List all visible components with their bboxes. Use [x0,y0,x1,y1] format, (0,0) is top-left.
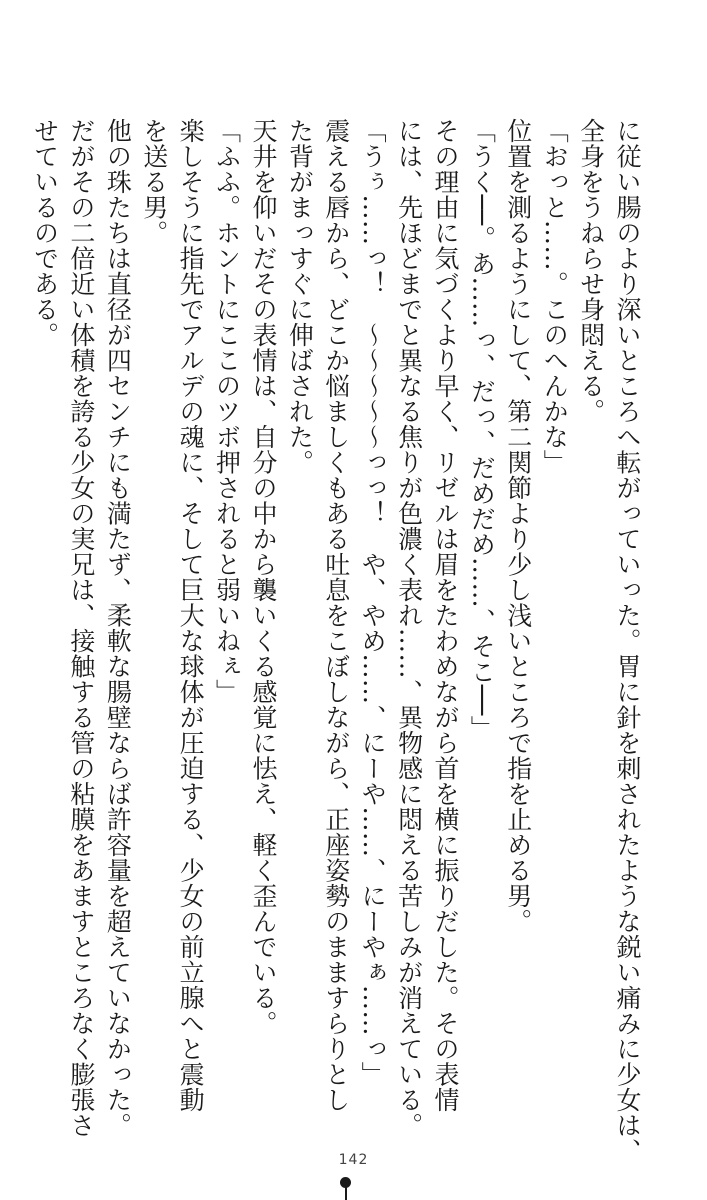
text-line: 位置を測るようにして、第二関節より少し浅いところで指を止める男。 [503,118,533,934]
text-line: せているのである。 [30,118,60,348]
text-line: に従い腸のより深いところへ転がっていった。胃に針を刺されたような鋭い痛みに少女は、 [613,118,642,1164]
text-line: た背がまっすぐに伸ばされた。 [285,118,315,475]
page-number: 142 [338,1152,369,1168]
text-line: 「ふふ。ホントにここのツボ押されると弱いねぇ」 [212,118,242,705]
page-marker-icon [340,1177,352,1200]
text-line: 「うぅ……っ！ ～～～～～っっ！ や、やめ……、にーや……、にーやぁ……っ」 [358,118,388,1087]
text-line: 天井を仰いだその表情は、自分の中から襲いくる感覚に怯え、軽く歪んでいる。 [248,118,278,1036]
text-line: 震える唇から、どこか悩ましくもある吐息をこぼしながら、正座姿勢のまますらりとし [321,118,351,1113]
text-line: 楽しそうに指先でアルデの魂に、そして巨大な球体が圧迫する、少女の前立腺へと震動 [176,118,206,1113]
text-line: 全身をうねらせ身悶える。 [576,118,606,424]
text-line: 「おっと……。このへんかな」 [540,118,570,475]
text-line: だがその二倍近い体積を誇る少女の実兄は、接触する管の粘膜をあますところなく膨張さ [66,118,96,1138]
text-line: 「うく──。あ……っ、だっ、だめだめ……、そこ──」 [467,118,497,742]
text-line: を送る男。 [139,118,169,246]
marker-stem [345,1185,347,1200]
text-line: 他の珠たちは直径が四センチにも満たず、柔軟な腸壁ならば許容量を超えていなかった。 [103,118,133,1138]
text-line: その理由に気づくより早く、リゼルは眉をたわめながら首を横に振りだした。その表情 [430,118,460,1113]
text-line: には、先ほどまでと異なる焦りが色濃く表れ……、異物感に悶える苦しみが消えている。 [394,118,424,1138]
